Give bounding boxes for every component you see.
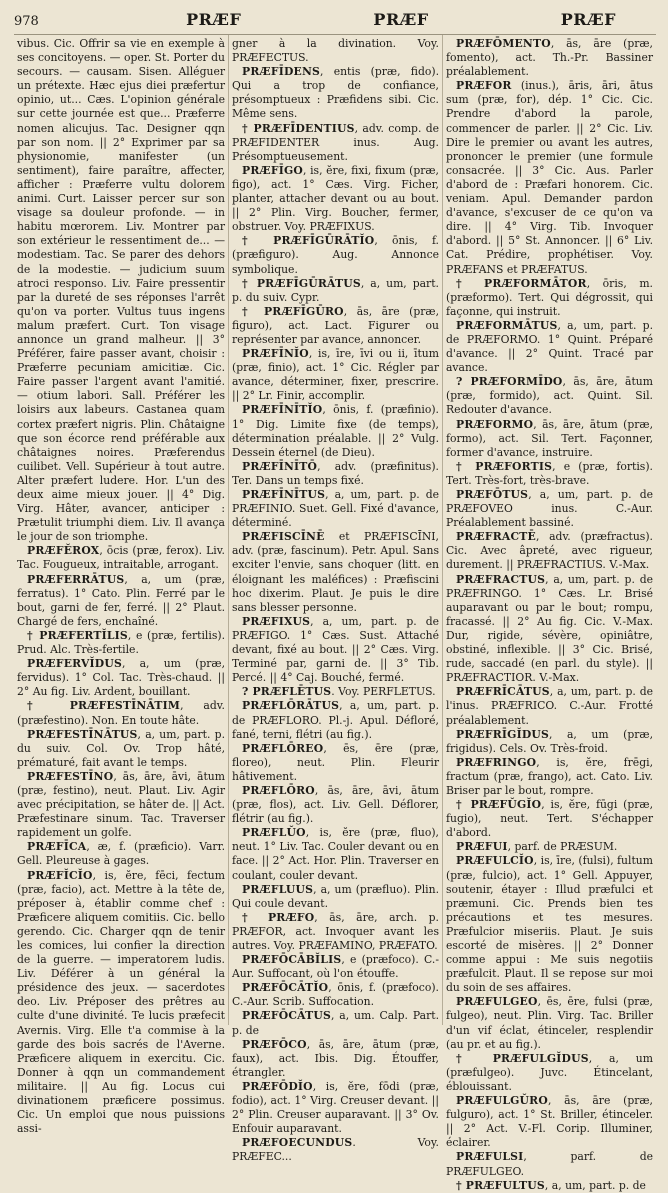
entry-lemma: † PRÆFORTIS (456, 459, 553, 473)
entry-lemma: PRÆFORMĀTUS (456, 318, 558, 332)
entry-lemma: ? PRÆFLĒTUS (242, 685, 332, 699)
dictionary-entry (232, 122, 439, 164)
entry-lemma: PRÆFULGŬRO (456, 1094, 548, 1108)
entry-definition: , a, um, part. p. de PRÆFRINGO. 1° Cæs. Lr. Brisé auparavant ou par le bout; rompu, fracassé. || 2° Au fig. Cic. V.-Max. Dur, rigide, sévère, opiniâtre, obstiné, inflexible. || 3° Cic. Brisé, rude, saccadé (en parl. du style). || PRÆFRACTIOR. V.-Max. (446, 572, 653, 685)
entry-definition: , a, um, part. p. du suiv. Col. Ov. Trop hâté, prématuré, fait avant le temps. (17, 727, 225, 769)
dictionary-entry (446, 854, 653, 995)
dictionary-entry (232, 826, 439, 882)
dictionary-entry (17, 544, 225, 572)
entry-lemma: PRÆFŌDĬO (242, 1079, 313, 1093)
entry-lemma: † PRÆFULGĬDUS (456, 1051, 589, 1065)
entry-lemma: PRÆFORMO (456, 417, 534, 431)
entry-lemma: ? PRÆFORMĪDO (456, 375, 563, 389)
dictionary-entry (232, 530, 439, 615)
entry-definition: vibus. Cic. Offrir sa vie en exemple à ses concitoyens. — oper. St. Porter du secours. — causam. Sisen. Alléguer un prétexte. Hæc ejus diei præfertur opinio, ut... Cæs. L'opinion générale sur cette journée est que... Præferre nomen alicujus. Tac. Designer qqn par son nom. || 2° Exprimer par sa physionomie, manifester (un sentiment), faire paraître, affecter, afficher : Præferre vultu dolorem animi. Curt. Laisser percer sur son visage sa douleur profonde. — in habitu mœrorem. Liv. Montrer par son extérieur le ressentiment de... — modestiam. Tac. Se parer des dehors de la modestie. — judicium suum atroci responso. Liv. Faire pressentir par la dureté de ses réponses l'arrêt qu'on va porter. Vultus tuus ingens malum præfert. Curt. Ton visage annonce un grand malheur. || 3° Préférer, faire passer avant, choisir : Præferre pecuniam amicitiæ. Cic. Faire passer l'argent avant l'amitié. — otium labori. Sall. Préférer les loisirs aux labeurs. Castanea quam cortex præfert nigris. Plin. Châtaigne que son écorce rend préférable aux châtaignes noires. Præferendus cuilibet. Vell. Supérieur à tout autre. Alter præfert ludere. Hor. L'un des deux aime mieux jouer. || 4° Dig. Virg. Hâter, avancer, anticiper : Prætulit triumphi diem. Liv. Il avança le jour de son triomphe. (17, 37, 225, 544)
entry-lemma: PRÆFLŬO (242, 826, 306, 840)
entry-definition: , ēs, ēre, fulsi (præ, fulgeo), neut. Plin. Virg. Tac. Briller d'un vif éclat, étinceler, resplendir (au pr. et au fig.). (446, 995, 653, 1051)
dictionary-entry (446, 840, 653, 854)
entry-lemma: PRÆFĪNĪTĬO (242, 403, 323, 417)
dictionary-entry (232, 1136, 439, 1164)
entry-lemma: † PRÆFĪGŪRĀTĬO (242, 234, 375, 248)
dictionary-entry (232, 1009, 439, 1037)
dictionary-entry (232, 981, 439, 1009)
entry-lemma: PRÆFŌCĀTUS (242, 1009, 331, 1023)
dictionary-entry (232, 1038, 439, 1080)
entry-definition: , ās, āre (præ, figuro), act. Lact. Figurer ou représenter par avance, annoncer. (232, 304, 440, 346)
entry-definition: , a, um, part. p. de PRÆFORMO. 1° Quint. Préparé d'avance. || 2° Quint. Tracé par avance. (446, 318, 653, 375)
entry-lemma: PRÆFLUUS (242, 882, 314, 896)
dictionary-entry (446, 995, 653, 1051)
entry-definition: , a, um, part. p. de PRÆFLORO. Pl.-j. Apul. Défloré, fané, terni, flétri (au fig.). (232, 699, 439, 741)
dictionary-entry (446, 798, 653, 840)
entry-lemma: † PRÆFĪDENTIUS (242, 121, 355, 135)
dictionary-entry (232, 277, 439, 305)
entry-lemma: PRÆFĪNĪTŌ (242, 459, 318, 473)
entry-definition: et PRÆFISCĪNI, adv. (præ, fascinum). Petr. Apul. Sans exciter l'envie, sans choquer (litt. en éloignant les maléfices) : Præfiscini hoc dixerim. Plaut. Je puis le dire sans blesser personne. (232, 530, 439, 614)
dictionary-entry (446, 530, 653, 572)
dictionary-entry (232, 460, 439, 488)
entry-definition: , adv. (præfinitus). Ter. Dans un temps fixé. (232, 459, 439, 487)
entry-definition: , ōcis (præ, ferox). Liv. Tac. Fougueux, intraitable, arrogant. (17, 544, 225, 572)
entry-definition: , a, um (præ, frigidus). Cels. Ov. Très-froid. (446, 727, 653, 755)
entry-definition: , is, īre, īvi ou ii, ītum (præ, finio), act. 1° Cic. Régler par avance, déterminer, fixer, prescrire. || 2° Lr. Finir, accomplir. (232, 347, 439, 403)
page-number: 978 (14, 14, 39, 29)
dictionary-entry (17, 629, 225, 657)
column-3 (442, 35, 656, 1192)
entry-lemma: PRÆFŌTUS (456, 488, 529, 501)
entry-definition: , parf. de PRÆSUM. (507, 840, 618, 854)
entry-definition: , a, um, part. p. de PRÆFINIO. Suet. Gell. Fixé d'avance, déterminé. (232, 488, 439, 530)
entry-lemma: PRÆFŌCO (242, 1037, 307, 1051)
entry-definition: , a, um, part. p. de PRÆFOVEO inus. C.-Aur. Préalablement bassiné. (446, 488, 653, 530)
entry-definition: , adv. (præfractus). Cic. Avec âpreté, avec rigueur, durement. || PRÆFRACTIUS. V.-Max. (446, 530, 653, 572)
entry-definition: , a, um (præfluo). Plin. Qui coule devant. (232, 882, 439, 910)
dictionary-entry (17, 699, 225, 727)
entry-lemma: PRÆFUI (456, 840, 508, 854)
entry-definition: , æ, f. (præficio). Varr. Gell. Pleureuse à gages. (17, 840, 225, 868)
entry-definition: . Voy. PERFLETUS. (331, 685, 436, 699)
entry-lemma: † PRÆFŬGĬO (456, 798, 542, 812)
header-right-word: PRÆF (560, 10, 616, 29)
entry-lemma: † PRÆFERTĬLIS (27, 628, 128, 642)
entry-lemma: PRÆFRĪCĀTUS (456, 685, 550, 699)
dictionary-entry (232, 1080, 439, 1136)
dictionary-entry (232, 164, 439, 234)
entry-lemma: PRÆFRINGO (456, 755, 537, 769)
dictionary-entry (232, 65, 439, 121)
entry-definition: , ās, āre (præ, fulguro), act. 1° St. Briller, étinceler. || 2° Act. V.-Fl. Corip. Illuminer, éclairer. (446, 1094, 653, 1150)
entry-definition: , ōris, m. (præformo). Tert. Qui dégrossit, qui façonne, qui instruit. (446, 276, 653, 318)
dictionary-entry (232, 234, 439, 276)
dictionary-entry (232, 784, 439, 826)
dictionary-entry (232, 347, 439, 403)
entry-lemma: PRÆFLŌRO (242, 783, 315, 797)
header-left-word: PRÆF (186, 10, 242, 29)
entry-lemma: PRÆFĬCĬO (27, 868, 93, 882)
dictionary-entry (446, 1094, 653, 1150)
entry-lemma: PRÆFESTĪNO (27, 769, 114, 783)
column-1 (14, 35, 228, 1136)
entry-lemma: PRÆFĔROX (27, 544, 100, 558)
entry-definition: , a, um (præ, fervidus). 1° Col. Tac. Très-chaud. || 2° Au fig. Liv. Ardent, bouillant. (17, 657, 225, 699)
entry-definition: , a, um (præ, ferratus). 1° Cato. Plin. Ferré par le bout, garni de fer, ferré. || 2° Plaut. Chargé de fers, enchaîné. (17, 572, 225, 628)
entry-definition: , e (præ, fortis). Tert. Très-fort, très-brave. (446, 459, 653, 487)
entry-lemma: PRÆFOECUNDUS (242, 1136, 353, 1150)
header-center-word: PRÆF (373, 10, 429, 29)
entry-lemma: PRÆFĪNĪTUS (242, 488, 326, 501)
dictionary-entry (446, 1150, 653, 1178)
entry-definition: , is, ĕre (præ, fluo), neut. 1° Liv. Tac. Couler devant ou en face. || 2° Act. Hor. Plin. Traverser en coulant, couler devant. (232, 826, 439, 882)
dictionary-entry (446, 1052, 653, 1094)
dictionary-entry (232, 615, 439, 685)
entry-lemma: PRÆFĪDENS (242, 65, 321, 79)
entry-lemma: PRÆFIXUS (242, 614, 311, 628)
entry-lemma: PRÆFULGEO (456, 995, 538, 1009)
entry-definition: , parf. de PRÆFULGEO. (446, 1150, 653, 1178)
entry-lemma: PRÆFISCĪNĒ (242, 530, 325, 544)
entry-lemma: PRÆFULSI (456, 1150, 524, 1164)
entry-definition: , ōnis, f. (præfiguro). Aug. Annonce symbolique. (232, 234, 439, 276)
entry-lemma: PRÆFLŌREO (242, 741, 324, 755)
entry-lemma: † PRÆFESTĪNĀTIM (27, 699, 181, 713)
entry-lemma: PRÆFĪGO (242, 163, 303, 177)
entry-lemma: PRÆFESTĪNĀTUS (27, 727, 138, 741)
entry-definition: , ās, āre, āvi, ātum (præ, flos), act. Liv. Gell. Déflorer, flétrir (au fig.). (232, 783, 439, 826)
entry-definition: (inus.), āris, āri, ātus sum (præ, for), dép. 1° Cic. Cic. Prendre d'abord la parole, commencer de parler. || 2° Cic. Liv. Dire le premier ou avant les autres, prononcer le premier (une formule consacrée. || 3° Cic. Aus. Parler d'abord de : Præfari honorem. Cic. veniam. Apul. Demander pardon d'avance, s'excuser de ce qu'on va dire. || 4° Virg. Tib. Invoquer d'abord. || 5° St. Annoncer. || 6° Liv. Cat. Prédire, prophétiser. Voy. PRÆFANS et PRÆFATUS. (446, 79, 653, 276)
dictionary-entry (446, 685, 653, 727)
dictionary-entry (232, 883, 439, 911)
entry-definition: , ās, āre, ātum (præ, formido), act. Quint. Sil. Redouter d'avance. (446, 375, 654, 417)
dictionary-entry (17, 37, 225, 544)
entry-definition: , a, um, part. p. de PRÆFIGO. 1° Cæs. Sust. Attaché devant, fixé au bout. || 2° Cæs. Virg. Terminé par, garni de. || 3° Tib. Percé. || 4° Caj. Bouché, fermé. (232, 614, 439, 685)
dictionary-entry (232, 953, 439, 981)
entry-definition: , ās, āre, arch. p. PRÆFOR, act. Invoquer avant les autres. Voy. PRÆFAMINO, PRÆFATO. (232, 910, 439, 952)
dictionary-entry (232, 403, 439, 459)
dictionary-entry (446, 79, 653, 276)
entry-lemma: PRÆFŌCĀTĬO (242, 981, 329, 995)
entry-lemma: PRÆFĪCA (27, 840, 87, 854)
entry-definition: , ōnis, f. (præfinio). 1° Dig. Limite fixe (de temps), détermination préalable. || 2° Vulg. Dessein éternel (de Dieu). (232, 403, 439, 459)
entry-lemma: PRÆFERVĬDUS (27, 657, 122, 671)
entry-definition: , is, ĕre, fēci, fectum (præ, facio), act. Mettre à la tête de, préposer à, établir comme chef : Præficere aliquem comitiis. Cic. bello gerendo. Cic. Charger qqn de tenir les comices, lui confier la direction de la guerre. — imperatorem ludis. Liv. Déférer à un général la présidence des jeux. — sacerdotes deo. Liv. Préposer des prêtres au culte d'une divinité. Te lucis præfecit Avernis. Virg. Elle t'a commise à la garde des bois sacrés de l'Averne. Præficere aliquem in exercitu. Cic. Donner à qqn un commandement militaire. || Au fig. Locus cui divinationem præficere possimus. Cic. Un emploi que nous puissions assi- (17, 868, 225, 1136)
entry-definition: , ās, āre (præ, fomento), act. Th.-Pr. Bassiner préalablement. (446, 37, 653, 79)
entry-definition: . Voy. PRÆFEC... (232, 1136, 439, 1164)
entry-definition: , ēs, ēre (præ, floreo), neut. Plin. Fleurir hâtivement. (232, 741, 439, 783)
text-columns (14, 34, 656, 1192)
entry-lemma: † PRÆFĪGŪRĀTUS (242, 276, 361, 290)
dictionary-entry (446, 728, 653, 756)
entry-definition: , adv. comp. de PRÆFIDENTER inus. Aug. Présomptueusement. (232, 121, 439, 163)
entry-lemma: PRÆFRACTĒ (456, 530, 536, 544)
entry-lemma: PRÆFRĪGĬDUS (456, 727, 549, 741)
entry-lemma: PRÆFULCĬO (456, 854, 534, 868)
entry-definition: gner à la divination. Voy. PRÆFECTUS. (232, 37, 439, 65)
dictionary-entry (17, 869, 225, 1137)
dictionary-entry (446, 573, 653, 686)
dictionary-entry (17, 770, 225, 840)
entry-lemma: PRÆFRACTUS (456, 572, 546, 586)
entry-definition: , ās, āre, ātum (præ, faux), act. Ibis. Dig. Étouffer, étrangler. (232, 1037, 439, 1079)
dictionary-entry (446, 488, 653, 530)
entry-lemma: PRÆFŌMENTO (456, 37, 551, 50)
dictionary-entry (446, 37, 653, 79)
entry-definition: , entis (præ, fido). Qui a trop de confiance, présomptueux : Præfidens sibi. Cic. Même sens. (232, 65, 439, 121)
entry-lemma: PRÆFĪNĬO (242, 347, 309, 361)
entry-definition: , e (præ, fertilis). Prud. Alc. Très-fertile. (17, 628, 226, 657)
dictionary-entry (446, 375, 653, 417)
dictionary-entry (17, 840, 225, 868)
dictionary-entry (17, 573, 225, 629)
dictionary-entry (446, 756, 653, 798)
dictionary-entry (232, 305, 439, 347)
entry-definition: , is, ĕre, fixi, fixum (præ, figo), act. 1° Cæs. Virg. Ficher, planter, attacher devant ou au bout. || 2° Plin. Virg. Boucher, fermer, obstruer. Voy. PRÆFIXUS. (232, 163, 439, 234)
entry-lemma: † PRÆFORMĀTOR (456, 276, 587, 290)
entry-lemma: PRÆFOR (456, 79, 512, 93)
running-header (14, 10, 656, 34)
dictionary-entry (17, 657, 225, 699)
entry-definition: , a, um, part. p. du suiv. Cypr. (232, 276, 439, 304)
dictionary-entry (232, 488, 439, 530)
entry-lemma: † PRÆFULTUS (456, 1178, 545, 1192)
dictionary-entry (446, 319, 653, 375)
dictionary-entry (446, 1179, 653, 1193)
dictionary-entry (446, 277, 653, 319)
entry-definition: , is, īre, (fulsi), fultum (præ, fulcio), act. 1° Gell. Appuyer, soutenir, étayer : Illud præfulci et præmuni. Cic. Prends bien tes précautions et tes mesures. Præfulcior miseriis. Plaut. Je suis escorté de misères. || 2° Donner comme appui : Me suis negotiis præfulcit. Plaut. Il se repose sur moi du soin de ses affaires. (446, 854, 653, 995)
dictionary-entry (446, 418, 653, 460)
entry-definition: , adv. (præfestino). Non. En toute hâte. (17, 699, 225, 727)
entry-definition: , is, ĕre, fōdi (præ, fodio), act. 1° Virg. Creuser devant. || 2° Plin. Creuser auparavant. || 3° Ov. Enfouir auparavant. (232, 1079, 439, 1136)
dictionary-entry (232, 699, 439, 741)
dictionary-entry (232, 911, 439, 953)
dictionary-entry (232, 37, 439, 65)
entry-lemma: † PRÆFO (242, 910, 315, 924)
entry-definition: , is, ĕre, frēgi, fractum (præ, frango), act. Cato. Liv. Briser par le bout, rompre. (446, 755, 653, 797)
entry-definition: , ās, āre, ātum (præ, formo), act. Sil. Tert. Façonner, former d'avance, instruire. (446, 417, 653, 459)
entry-lemma: PRÆFŌCĀBĬLIS (242, 953, 342, 967)
dictionary-entry (232, 685, 439, 699)
entry-definition: , e (præfoco). C.-Aur. Suffocant, où l'on étouffe. (232, 953, 439, 981)
entry-definition: , a, um (præfulgeo). Juvc. Étincelant, éblouissant. (446, 1051, 653, 1093)
dictionary-entry (446, 460, 653, 488)
column-2 (228, 35, 442, 1164)
entry-definition: , ōnis, f. (præfoco). C.-Aur. Scrib. Suffocation. (232, 981, 439, 1009)
entry-definition: , a, um, part. p. de (544, 1178, 646, 1192)
dictionary-entry (232, 742, 439, 784)
entry-lemma: PRÆFLŌRĀTUS (242, 699, 340, 713)
entry-definition: , is, ĕre, fūgi (præ, fugio), neut. Tert. S'échapper d'abord. (446, 798, 653, 840)
dictionary-entry (17, 728, 225, 770)
entry-lemma: PRÆFERRĀTUS (27, 572, 125, 586)
entry-definition: , a, um. Calp. Part. p. de (232, 1009, 439, 1037)
entry-lemma: † PRÆFĪGŪRO (242, 304, 344, 318)
entry-definition: , a, um, part. p. de l'inus. PRÆFRICO. C.-Aur. Frotté préalablement. (446, 685, 653, 727)
entry-definition: , ās, āre, āvi, ātum (præ, festino), neut. Plaut. Liv. Agir avec précipitation, se hâter de. || Act. Præfestinare sinum. Tac. Traverser rapidement un golfe. (17, 769, 225, 840)
